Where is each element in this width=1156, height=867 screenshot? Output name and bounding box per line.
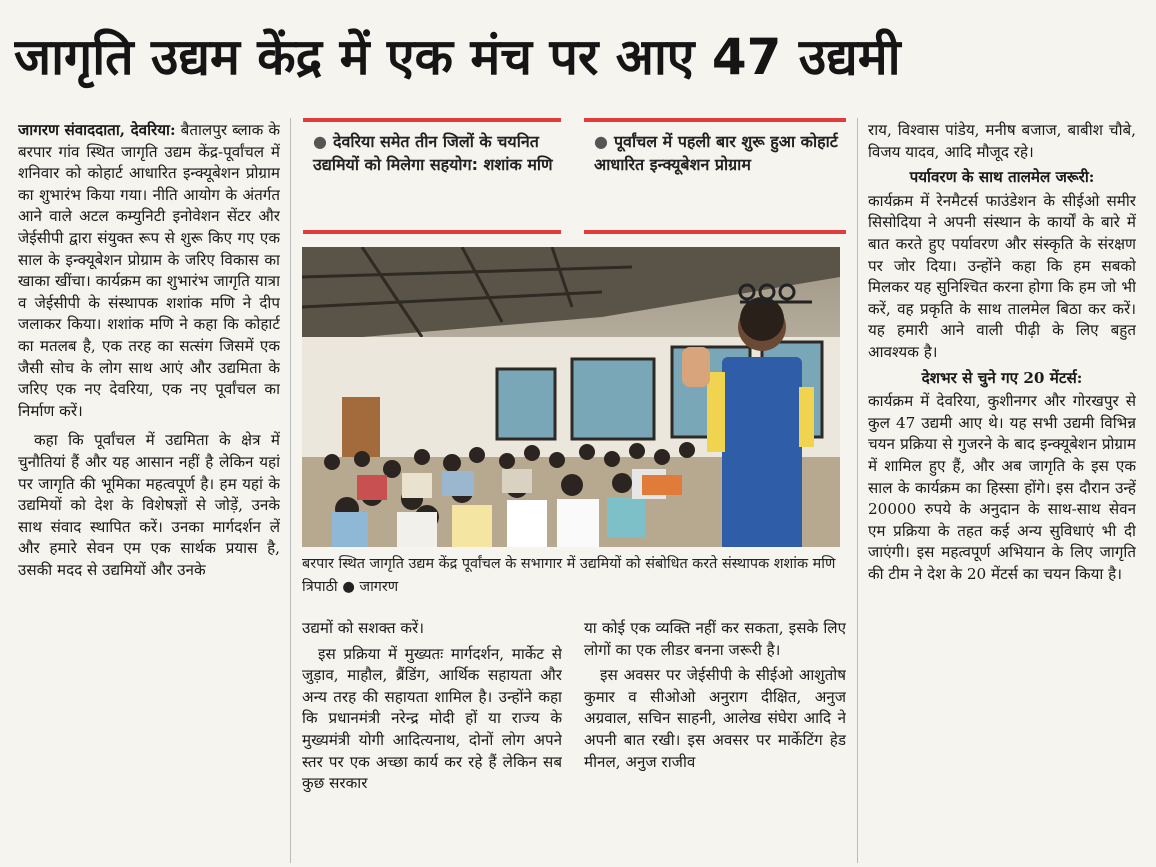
photo-caption-block bbox=[302, 553, 842, 603]
column-1-text-1: बैतालपुर ब्लाक के बरपार गांव स्थित जागृति उद्यम केंद्र-पूर्वांचल में शनिवार को कोहार्ट आधारित इन्क्यूबेशन प्रोग्राम का शुभारंभ किया गया। नीति आयोग के अंतर्गत आने वाले अटल कम्युनिटी इनोवेशन सेंटर और जेईसीपी द्वारा संयुक्त रूप से शुरू किए गए एक साल के इन्क्यूबेशन प्रोग्राम के जरिए विकास का खाका खींचा। कार्यक्रम का शुभारंभ जागृति यात्रा व जेईसीपी के संस्थापक शशांक मणि ने दीप जलाकर किया। शशांक मणि ने कहा कि कोहार्ट का मतलब है, एक तरह का सत्संग जिसमें एक जैसी सोच के लोग साथ आएं और उद्यमिता के जरिए एक नए देवरिया, एक नए पूर्वांचल का निर्माण करें। bbox=[18, 121, 280, 420]
dateline: जागरण संवाददाता, देवरिया: bbox=[18, 121, 176, 139]
highlight-box-left bbox=[303, 118, 561, 234]
column-3 bbox=[584, 618, 846, 862]
column-3-paragraph-1: या कोई एक व्यक्ति नहीं कर सकता, इसके लिए लोगों का एक लीडर बनना जरूरी है। bbox=[584, 619, 846, 659]
bullet-icon: ● bbox=[342, 579, 360, 595]
headline: जागृति उद्यम केंद्र में एक मंच पर आए 47 उद्यमी bbox=[14, 28, 901, 86]
highlight-bottom-bar bbox=[584, 230, 846, 234]
column-1-paragraph-1 bbox=[18, 120, 280, 422]
column-4 bbox=[868, 120, 1136, 862]
event-photo bbox=[302, 247, 840, 547]
column-2-paragraph-1: उद्यमों को सशक्त करें। bbox=[302, 619, 425, 637]
photo-credit: जागरण bbox=[359, 579, 399, 595]
subhead-environment: पर्यावरण के साथ तालमेल जरूरी: bbox=[909, 168, 1095, 187]
bullet-icon: ● bbox=[313, 132, 327, 151]
column-2-paragraph-2: इस प्रक्रिया में मुख्यतः मार्गदर्शन, मार्केट से जुड़ाव, माहौल, ब्रैंडिंग, आर्थिक सहायता और अन्य तरह की सहायता शामिल है। उन्होंने कहा कि प्रधानमंत्री नरेन्द्र मोदी हों या राज्य के मुख्यमंत्री योगी आदित्यनाथ, दोनों लोग अपने स्तर पर एक अच्छा कार्य कर रहे हैं लेकिन सब कुछ सरकार bbox=[302, 644, 562, 793]
column-divider bbox=[290, 118, 291, 863]
subhead-mentors: देशभर से चुने गए 20 मेंटर्स: bbox=[921, 368, 1083, 387]
highlight-right-text: पूर्वांचल में पहली बार शुरू हुआ कोहार्ट आधारित इन्क्यूबेशन प्रोग्राम bbox=[594, 132, 838, 174]
column-2 bbox=[302, 618, 562, 862]
column-divider bbox=[857, 118, 858, 863]
column-4-intro: राय, विश्वास पांडेय, मनीष बजाज, बाबीश चौबे, विजय यादव, आदि मौजूद रहे। bbox=[868, 121, 1136, 161]
photo-caption: बरपार स्थित जागृति उद्यम केंद्र पूर्वांचल के सभागार में उद्यमियों को संबोधित करते संस्थापक शशांक मणि त्रिपाठी bbox=[302, 556, 836, 595]
highlight-bottom-bar bbox=[303, 230, 561, 234]
column-1-paragraph-2: कहा कि पूर्वांचल में उद्यमिता के क्षेत्र में चुनौतियां हैं और यह आसान नहीं है लेकिन यहां पर जागृति की भूमिका महत्वपूर्ण है। हम यहां के उद्यमियों को देश के विशेषज्ञों से जोड़ें, उनके साथ संवाद स्थापित करें। उनका मार्गदर्शन लें और हमारे सेवन एम एक सार्थक प्रयास है, उसकी मदद से उद्यमियों और उनके bbox=[18, 431, 280, 579]
bullet-icon: ● bbox=[594, 132, 608, 151]
event-photo-illustration bbox=[302, 247, 840, 547]
column-3-paragraph-2: इस अवसर पर जेईसीपी के सीईओ आशुतोष कुमार व सीओओ अनुराग दीक्षित, अनुज अग्रवाल, सचिन साहनी, आलेख संघेरा आदि ने अपनी बात रखी। इस अवसर पर मार्केटिंग हेड मीनल, अनुज राजीव bbox=[584, 666, 846, 771]
highlight-left-text: देवरिया समेत तीन जिलों के चयनित उद्यमियों को मिलेगा सहयोग: शशांक मणि bbox=[313, 132, 553, 174]
column-1 bbox=[18, 120, 280, 862]
column-4-paragraph-2: कार्यक्रम में देवरिया, कुशीनगर और गोरखपुर से कुल 47 उद्यमी आए थे। यह सभी उद्यमी विभिन्न चयन प्रक्रिया से गुजरने के बाद इन्क्यूबेशन प्रोग्राम में शामिल हुए हैं, और अब जागृति के इस एक साल के कार्यक्रम का हिस्सा होंगे। इस दौरान उन्हें 20000 रुपये के अनुदान के साथ-साथ सेवन एम प्रक्रिया के तहत कई अन्य सुविधाएं भी दी जाएंगी। इस महत्वपूर्ण अभियान के लिए जागृति की टीम ने देश के 20 मेंटर्स का चयन किया है। bbox=[868, 392, 1136, 583]
highlight-box-right bbox=[584, 118, 846, 234]
column-4-paragraph-1: कार्यक्रम में रेनमैटर्स फाउंडेशन के सीईओ समीर सिसोदिया ने अपनी संस्थान के कार्यों के बारे में बात करते हुए पर्यावरण और संस्कृति के संरक्षण पर जोर दिया। उन्होंने कहा कि हम सबको मिलकर यह सुनिश्चित करना होगा कि हम जो भी करें, वह प्रकृति के साथ तालमेल बिठा कर करें। यह हमारी आने वाली पीढ़ी के लिए बहुत आवश्यक है। bbox=[868, 191, 1136, 361]
